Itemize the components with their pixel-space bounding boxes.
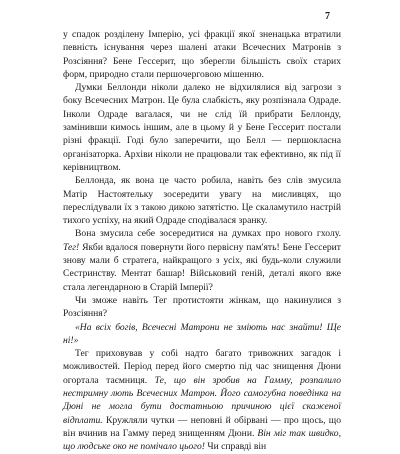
text-run: Чи справді він <box>205 441 267 453</box>
paragraph <box>63 174 341 227</box>
text-run: у спадок розділену Імперію, усі фракції якої зненацька втратили певність існування через шалені атаки Всечесних Матронів з Розсіяння? Бене Гессерит, що зберегли більшість своїх старих форм, природно стали першочерговою мішенню. <box>63 29 341 80</box>
text-run: Кружляли чутки — неповні й обірвані — про щось, що він вчинив на Гаммy перед знищенням Дюни. <box>63 414 341 439</box>
paragraph <box>63 81 341 174</box>
paragraph <box>63 227 341 293</box>
text-run: Чи зможе навіть Тег протистояти жінкам, що накинулися з Розсіяння? <box>63 294 341 320</box>
paragraph <box>63 321 341 348</box>
paragraph <box>63 347 341 453</box>
italic-text-run: Те, що він зробив на Гаммy, розпалило нестримну лють Всечесних Матрон. Його самогубна поведінка на Дюні не могла бути достатньою причиною цієї скаженої відплати. <box>63 374 341 426</box>
italic-text-run: Він міг так швидко, що людське око не помічало цього! <box>63 427 341 453</box>
text-run: Тег приховував у собі надто багато тривожних загадок і можливостей. Період перед його смертю під час знищення Дюни огортала таємниця. <box>63 348 341 386</box>
paragraph <box>63 28 341 81</box>
italic-text-run: Тег! <box>63 241 80 253</box>
italic-text-run: «На всіх богів, Всечесні Матрони не зміють нас знайти! Ще ні!» <box>63 321 341 346</box>
text-run: Беллонда, як вона це часто робила, навіть без слів змусила Матір Настоятельку зосередити увагу на мисливцях, що переслідували їх з такою дикою затятістю. Це скаламутило настрій тихого успіху, на який Одраде сподівалася зранку. <box>63 175 341 227</box>
paragraph <box>63 294 341 321</box>
text-run: Вона змусила себе зосередитися на думках про нового гхолу. <box>75 228 341 240</box>
page-number: 7 <box>325 11 330 22</box>
text-run: Думки Беллонди ніколи далеко не відхилялися від загрози з боку Всечесних Матрон. Це була слабкість, яку розпізнала Одраде. Інколи Одраде вагалася, чи не слід їй прибрати Беллонду, замінивши кимось іншим, але в цьому й у Бене Гессерит постали різні фракції. Годі було заперечити, що Белл — першокласна організаторка. Архіви ніколи не працювали так ефективно, як під її керівництвом. <box>63 82 341 173</box>
body-text <box>63 28 341 454</box>
text-run: Якби вдалося повернути його первісну пам'ять! Бене Гессерит знову мали б стратега, найкращого з усіх, які будь-коли служили Сестринству. Ментат башар! Військовий геній, деталі якого вже стала легендарною в Старій Імперії? <box>63 241 341 293</box>
